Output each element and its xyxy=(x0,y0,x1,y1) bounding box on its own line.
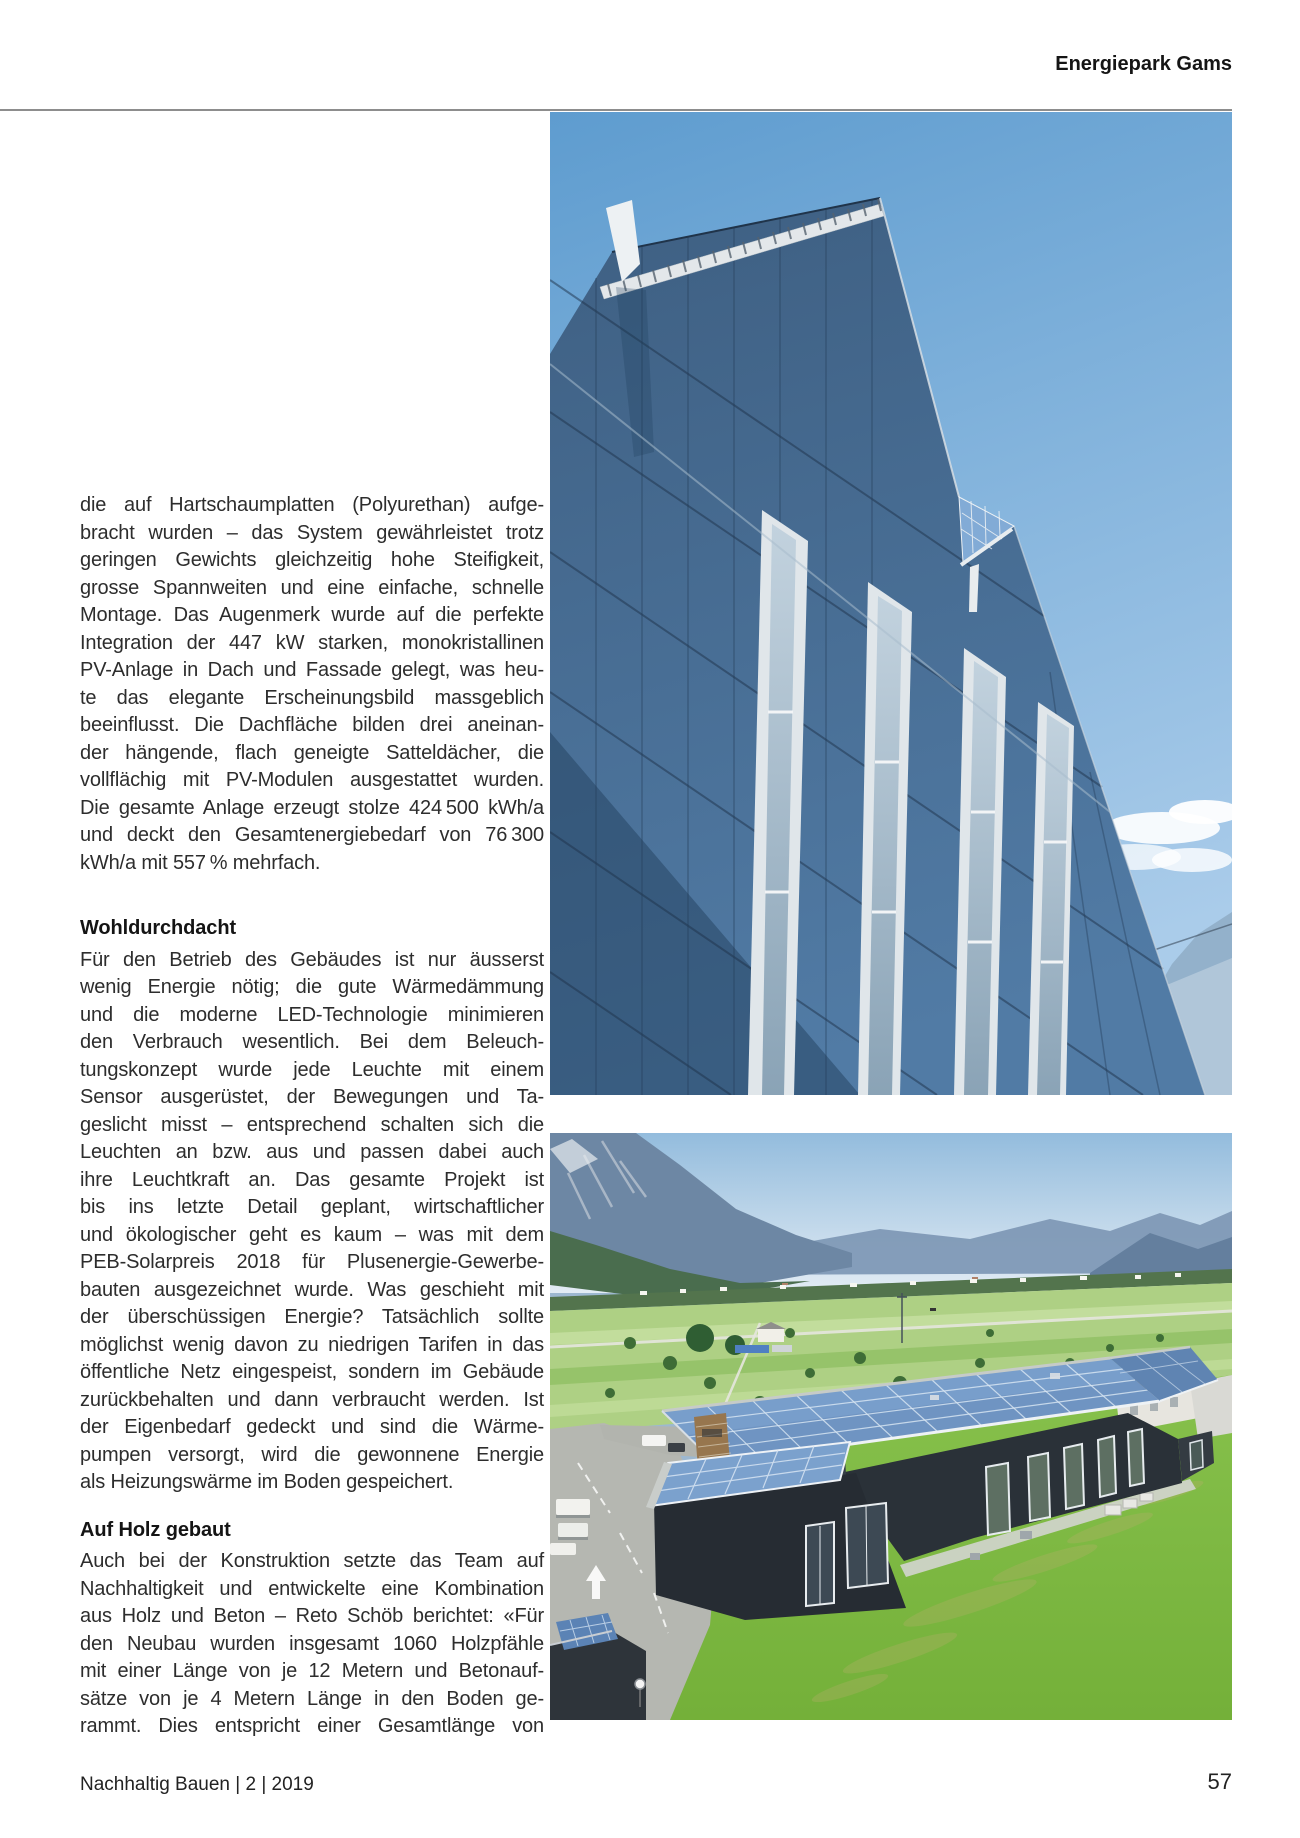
text-line: die auf Hartschaumplatten (Polyurethan) aufge- xyxy=(80,494,544,516)
text-line: vollflächig mit PV-Modulen ausgestattet wurden. xyxy=(80,769,544,791)
text-line: bis ins letzte Detail geplant, wirtschaftlicher xyxy=(80,1196,544,1218)
text-line: rammt. Dies entspricht einer Gesamtlänge von xyxy=(80,1715,544,1737)
text-line: grosse Spannweiten und eine einfache, schnelle xyxy=(80,576,544,599)
photo-facade-illustration xyxy=(550,112,1232,1095)
text-line: PEB-Solarpreis 2018 für Plusenergie-Gewerbe- xyxy=(80,1251,544,1273)
text-line: und ökologischer geht es kaum – was mit dem xyxy=(80,1223,544,1246)
paragraph-construction xyxy=(80,492,544,877)
text-line: te das elegante Erscheinungsbild massgeblich xyxy=(80,686,544,709)
article-column xyxy=(80,492,544,1741)
text-line: der Eigenbedarf gedeckt und sind die Wärme- xyxy=(80,1416,544,1438)
text-line: mit einer Länge von je 12 Metern und Betonauf- xyxy=(80,1660,544,1682)
text-line: der überschüssigen Energie? Tatsächlich sollte xyxy=(80,1306,544,1328)
page-header-title: Energiepark Gams xyxy=(1055,53,1232,75)
header-divider xyxy=(0,109,1232,111)
text-line: möglichst wenig davon zu niedrigen Tarifen in das xyxy=(80,1333,544,1356)
text-line: kWh/a mit 557 % mehrfach. xyxy=(80,851,321,874)
text-line: Auch bei der Konstruktion setzte das Team auf xyxy=(80,1550,544,1572)
text-line: geringen Gewichts gleichzeitig hohe Steifigkeit, xyxy=(80,549,544,571)
text-line: zurückbehalten und dann verbraucht werden. Ist xyxy=(80,1388,544,1411)
journal-footer: Nachhaltig Bauen | 2 | 2019 xyxy=(80,1774,314,1795)
text-line: bracht wurden – das System gewährleistet trotz xyxy=(80,521,544,544)
text-line: Für den Betrieb des Gebäudes ist nur äusserst xyxy=(80,948,544,971)
text-line: wenig Energie nötig; die gute Wärmedämmung xyxy=(80,976,544,998)
text-line: sätze von je 4 Metern Länge in den Boden ge- xyxy=(80,1687,544,1710)
text-line: den Verbrauch wesentlich. Bei dem Beleuch- xyxy=(80,1031,544,1053)
text-line: der hängende, flach geneigte Satteldächer, die xyxy=(80,741,544,764)
text-line: öffentliche Netz eingespeist, sondern im Gebäude xyxy=(80,1361,544,1383)
text-line: Die gesamte Anlage erzeugt stolze 424 500 kWh/a xyxy=(80,796,544,819)
section-heading-wohldurchdacht: Wohldurchdacht xyxy=(80,917,237,939)
text-line: Montage. Das Augenmerk wurde auf die perfekte xyxy=(80,604,544,626)
text-line: aus Holz und Beton – Reto Schöb berichtet: «Für xyxy=(80,1605,544,1627)
text-line: PV-Anlage in Dach und Fassade gelegt, was heu- xyxy=(80,659,544,681)
paragraph-operation xyxy=(80,947,544,1497)
car xyxy=(930,1308,936,1311)
text-line: Integration der 447 kW starken, monokristallinen xyxy=(80,631,544,654)
text-line: den Neubau wurden insgesamt 1060 Holzpfähle xyxy=(80,1632,544,1655)
text-line: Nachhaltigkeit und entwickelte eine Kombination xyxy=(80,1577,544,1600)
text-line: Leuchten an bzw. aus und passen dabei auch xyxy=(80,1141,544,1163)
text-line: tungskonzept wurde jede Leuchte mit einem xyxy=(80,1058,544,1081)
page-number: 57 xyxy=(1207,1769,1232,1794)
text-line: als Heizungswärme im Boden gespeichert. xyxy=(80,1471,454,1493)
text-line: pumpen versorgt, wird die gewonnene Energie xyxy=(80,1443,544,1466)
text-line: bauten ausgezeichnet wurde. Was geschieht mit xyxy=(80,1278,544,1301)
photo-aerial xyxy=(550,1133,1232,1720)
photo-aerial-illustration xyxy=(550,1133,1232,1720)
paragraph-wood-construction xyxy=(80,1548,544,1741)
text-line: beeinflusst. Die Dachfläche bilden drei aneinan- xyxy=(80,714,544,736)
text-line: geslicht misst – entsprechend schalten sich die xyxy=(80,1113,544,1136)
text-line: Sensor ausgerüstet, der Bewegungen und Ta- xyxy=(80,1086,544,1108)
text-line: und deckt den Gesamtenergiebedarf von 76 300 xyxy=(80,824,544,846)
photo-facade xyxy=(550,112,1232,1095)
text-line: ihre Leuchtkraft an. Das gesamte Projekt ist xyxy=(80,1168,544,1191)
section-heading-auf-holz-gebaut: Auf Holz gebaut xyxy=(80,1518,231,1541)
text-line: und die moderne LED-Technologie minimieren xyxy=(80,1003,544,1026)
